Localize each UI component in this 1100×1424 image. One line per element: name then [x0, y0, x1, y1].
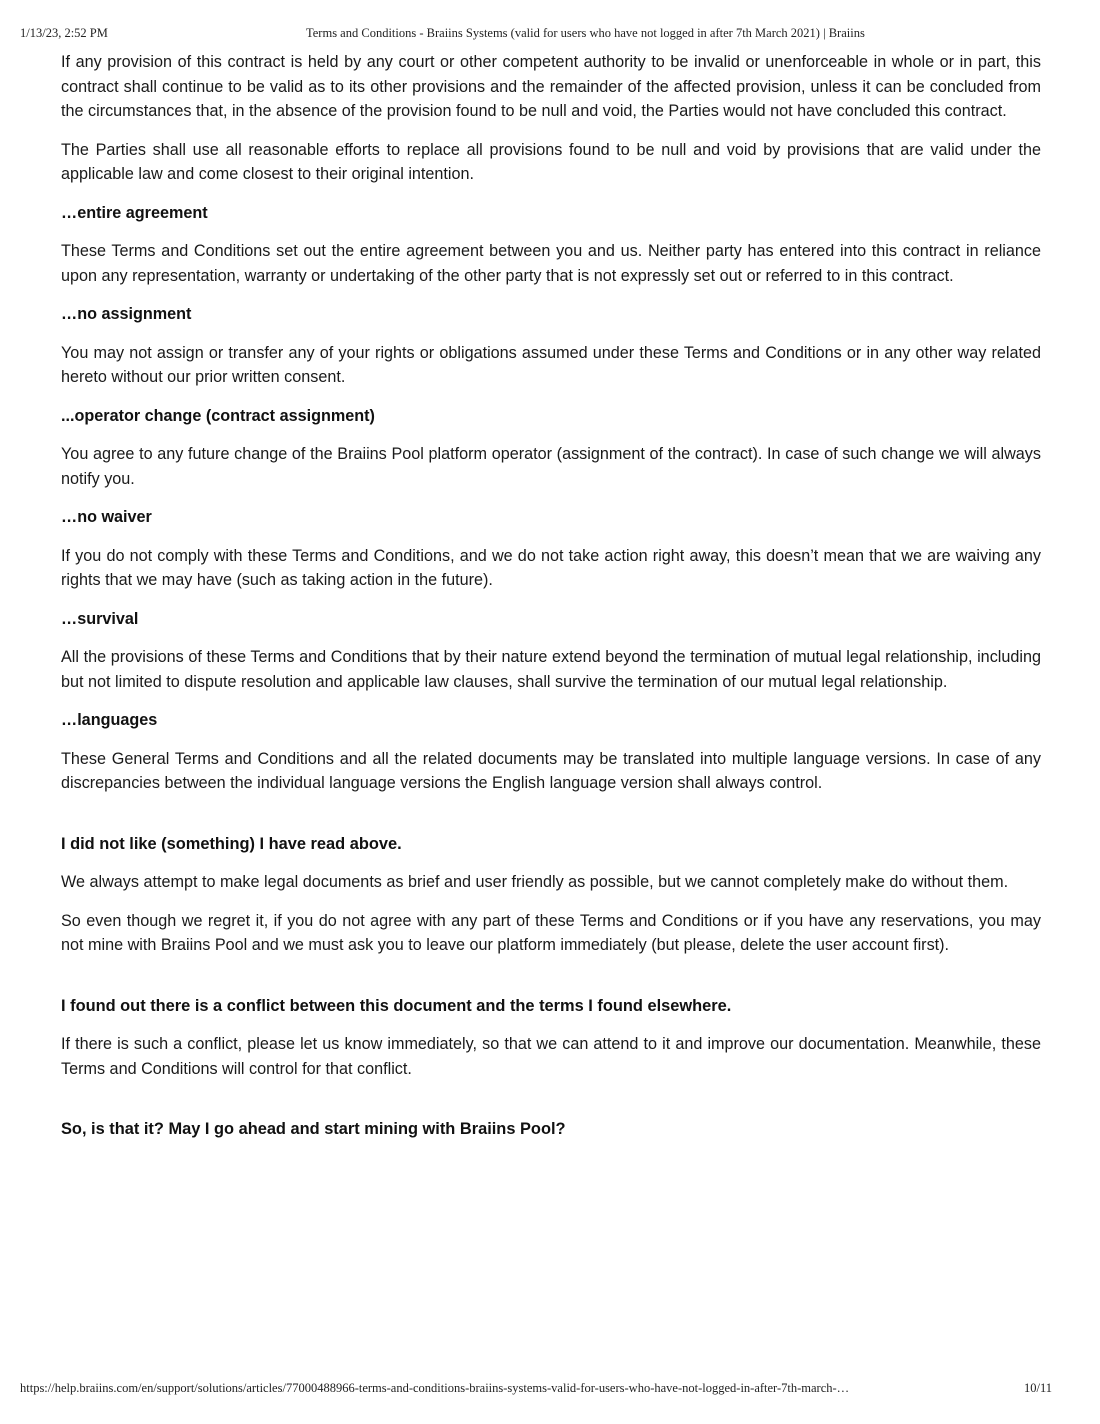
paragraph-no-assignment: You may not assign or transfer any of your rights or obligations assumed under these Terms and Conditions or in any other way related hereto without our prior written consent. [61, 343, 1041, 386]
paragraph-did-not-like-1: We always attempt to make legal documents as brief and user friendly as possible, but we cannot completely make do without them. [61, 873, 1009, 891]
paragraph-survival: All the provisions of these Terms and Conditions that by their nature extend beyond the termination of mutual legal relationship, including but not limited to dispute resolution and applicable law clauses, shall survive the termination of our mutual legal relationship. [61, 648, 1041, 691]
heading-no-waiver: …no waiver [61, 508, 152, 526]
heading-survival: …survival [61, 609, 139, 628]
paragraph-operator-change: You agree to any future change of the Braiins Pool platform operator (assignment of the contract). In case of such change we will always notify you. [61, 445, 1041, 488]
paragraph-replacement: The Parties shall use all reasonable efforts to replace all provisions found to be null and void by provisions that are valid under the applicable law and come closest to their original intention. [61, 140, 1041, 183]
heading-entire-agreement: …entire agreement [61, 203, 208, 222]
heading-operator-change: ...operator change (contract assignment) [61, 406, 375, 425]
paragraph-entire-agreement: These Terms and Conditions set out the entire agreement between you and us. Neither party has entered into this contract in reliance upon any representation, warranty or undertaking of the other party that is not expressly set out or referred to in this contract. [61, 242, 1041, 285]
heading-languages: …languages [61, 711, 158, 729]
heading-conflict: I found out there is a conflict between this document and the terms I found elsewhere. [61, 996, 732, 1015]
paragraph-languages: These General Terms and Conditions and all the related documents may be translated into multiple language versions. In case of any discrepancies between the individual language versions the English language version shall always control. [61, 749, 1041, 792]
paragraph-conflict: If there is such a conflict, please let us know immediately, so that we can attend to it and improve our documentation. Meanwhile, these Terms and Conditions will control for that conflict. [61, 1035, 1041, 1078]
page-number: 10/11 [1023, 1381, 1052, 1395]
page-url: https://help.braiins.com/en/support/solutions/articles/77000488966-terms-and-conditions-braiins-systems-valid-for-users-who-have-not-logged-in-after-7th-march-… [20, 1381, 850, 1395]
heading-did-not-like: I did not like (something) I have read above. [61, 834, 402, 853]
heading-no-assignment: …no assignment [61, 305, 192, 323]
paragraph-severability: If any provision of this contract is held by any court or other competent authority to be invalid or unenforceable in whole or in part, this contract shall continue to be valid as to its other provisions and the remainder of the affected provision, unless it can be concluded from the circumstances that, in the absence of the provision found to be null and void, the Parties would not have concluded this contract. [61, 53, 1041, 120]
print-timestamp: 1/13/23, 2:52 PM [20, 26, 108, 40]
print-header [20, 26, 1080, 44]
paragraph-no-waiver: If you do not comply with these Terms and Conditions, and we do not take action right away, this doesn’t mean that we are waiving any rights that we may have (such as taking action in the future). [61, 546, 1041, 589]
heading-start-mining: So, is that it? May I go ahead and start mining with Braiins Pool? [61, 1120, 566, 1138]
print-footer [20, 1381, 1052, 1399]
paragraph-did-not-like-2: So even though we regret it, if you do not agree with any part of these Terms and Conditions or if you have any reservations, you may not mine with Braiins Pool and we must ask you to leave our platform immediately (but please, delete the user account first). [61, 911, 1041, 954]
article-body [61, 50, 1041, 1156]
print-page-title: Terms and Conditions - Braiins Systems (valid for users who have not logged in after 7th March 2021) | Braiins [306, 26, 865, 40]
